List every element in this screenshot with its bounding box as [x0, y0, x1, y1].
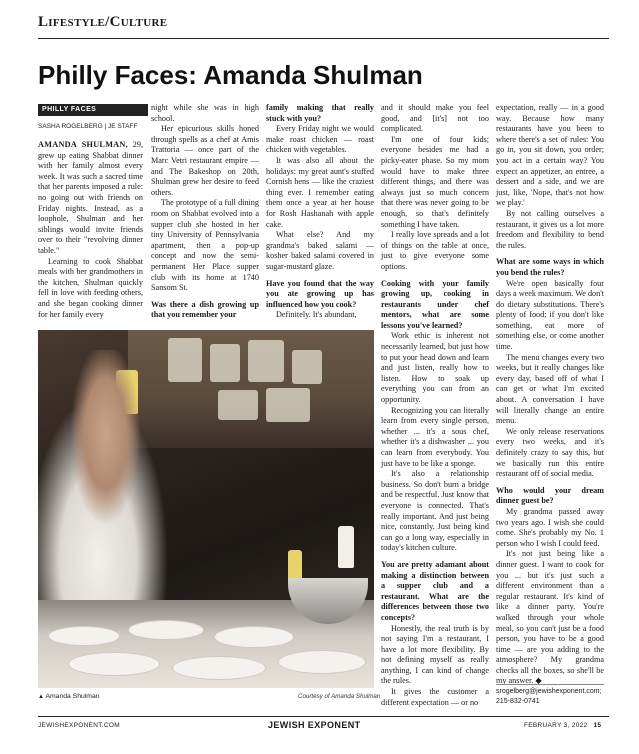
paragraph: We only release reservations every two weeks, and it's definitely crazy to say this, but we basically run this entire restaurant off of social media. — [496, 426, 604, 479]
footer-date: FEBRUARY 3, 2022 — [524, 722, 588, 729]
article-column-2 — [151, 103, 259, 325]
paragraph: Recognizing you can literally learn from every single person, whether ... it's a sous chef, whether it's a dishwasher ... you can learn from everybody. You just have to be like a sponge. — [381, 405, 489, 468]
plate — [172, 656, 266, 680]
interview-question: Cooking with your family growing up, cooking in restaurants under chef mentors, what are some lessons you've learned? — [381, 278, 489, 330]
jar — [266, 388, 310, 422]
interview-question: Have you found that the way you ate growing up has influenced how you cook? — [266, 278, 374, 309]
paragraph: The menu changes every two weeks, but it really changes like every day, based off of what I can get or what I'm excited about. A conversation I have will literally change an entire menu. — [496, 352, 604, 426]
kicker-label: PHILLY FACES — [38, 104, 148, 116]
paragraph: It's not just being like a dinner guest. I want to cook for you ... but it's just such a different environment than a regular restaurant. It's kind of like a dinner party. You're walked through your whole meal, so you can't just be a food person, you have to be a good time — are you adding to the atmosphere? My grandma checks all the boxes, so she'll be my answer. ◆ — [496, 549, 604, 686]
article-column-3 — [266, 103, 374, 325]
plate — [128, 620, 204, 640]
jar — [218, 390, 258, 420]
footer-paper-name: JEWISH EXPONENT — [268, 720, 361, 730]
paragraph: night while she was in high school. — [151, 103, 259, 123]
paragraph: It gives the customer a different expectation — or no — [381, 687, 489, 707]
contact-info — [496, 684, 604, 707]
caption-marker-icon: ▲ — [38, 694, 44, 700]
footer-site[interactable]: JEWISHEXPONENT.COM — [38, 722, 120, 729]
paragraph: By not calling ourselves a restaurant, it gives us a lot more freedom and flexibility to bend the rules. — [496, 208, 604, 250]
caption-name: Amanda Shulman — [45, 693, 100, 700]
lead-text: 29, grew up eating Shabbat dinner with her family almost every week. It was such a sacred time that her parents imposed a rule: no going out with friends on Friday nights. Instead, as a loophole, Shulman and her siblings would invite friends over to their "revolving dinner table." — [38, 140, 143, 255]
footer-date-page — [524, 722, 601, 729]
paragraph: Work ethic is inherent not necessarily learned, but just how to put your head down and learn and just listen, really how to listen. How to soak up everything you can from an opportunity. — [381, 331, 489, 405]
interview-question: What are some ways in which you bend the rules? — [496, 257, 604, 277]
jar — [292, 350, 322, 384]
byline: SASHA ROGELBERG | JE STAFF — [38, 123, 138, 130]
contact-phone: 215-832-0741 — [496, 698, 540, 705]
bottle — [338, 526, 354, 568]
paragraph: Definitely. It's abundant, — [276, 310, 357, 320]
bottom-rule — [38, 716, 609, 717]
article-photo — [38, 330, 374, 688]
paragraph: We're open basically four days a week maximum. We don't do dietary substitutions. There's plenty of food; if you don't like something, eat more of something else, or come another time. — [496, 278, 604, 352]
paragraph: My grandma passed away two years ago. I wish she could come. She's probably my No. 1 person who I wish I could feed. — [496, 506, 604, 548]
paragraph: and it should make you feel good, and [it's] not too complicated. — [381, 103, 489, 134]
paragraph: I'm one of four kids; everyone besides me had a picky-eater phase. So my mom would have to make three different things, and there was always just so much concern that there was never going to be enough, so that's definitely something I have taken. — [381, 134, 489, 229]
article-column-5 — [496, 103, 604, 686]
paragraph: It's also a relationship business. So don't burn a bridge and be respectful. Just know that everyone is connected. That's really important. And just being nice, constantly. Just being kind can go a long way, especially in today's kitchen culture. — [381, 469, 489, 553]
paragraph: The prototype of a full dining room on Shabbat evolved into a supper club she hosted in her tiny University of Pennsylvania apartment, then a pop-up concept and now the semi-permanent Her Place supper club with its home at 1740 Sansom St. — [151, 198, 259, 293]
jar — [248, 340, 284, 382]
lead-name: AMANDA SHULMAN, — [38, 140, 128, 149]
paragraph: Honestly, the real truth is by not saying I'm a restaurant, I have a lot more flexibility. By not defining myself as really anything, I can kind of change the rules. — [381, 623, 489, 686]
page-number: 15 — [593, 722, 602, 729]
photo-credit: Courtesy of Amanda Shulman — [298, 693, 381, 700]
plate — [68, 652, 160, 676]
article-column-4 — [381, 103, 489, 723]
interview-question: Was there a dish growing up that you remember your — [151, 299, 259, 320]
plate — [214, 626, 294, 648]
lead-paragraph — [38, 140, 143, 257]
bottle — [288, 550, 302, 580]
interview-question: family making that really stuck with you? — [266, 103, 374, 123]
paragraph: I really love spreads and a lot of things on the table at once, just to give everyone some options. — [381, 230, 489, 271]
top-rule — [38, 38, 609, 39]
photo-caption — [38, 693, 100, 700]
paragraph: Learning to cook Shabbat meals with her grandmothers in the kitchen, Shulman quickly fell in love with feeding others, and she began cooking dinner for her family every — [38, 256, 143, 319]
contact-email[interactable]: srogelberg@jewishexponent.com; — [496, 688, 602, 695]
interview-question: Who would your dream dinner guest be? — [496, 485, 604, 506]
article-column-1 — [38, 140, 143, 319]
paragraph: What else? And my grandma's baked salami — kosher baked salami covered in sugar-mustard glaze. — [266, 230, 374, 271]
paragraph: Every Friday night we would make roast chicken — roast chicken with vegetables. — [266, 124, 374, 155]
interview-question: You are pretty adamant about making a distinction between a supper club and a restaurant. What are the differences between those two concepts? — [381, 559, 489, 622]
paragraph: Her epicurious skills honed through spells as a chef at Amis Trattoria — once part of the Marc Vetri restaurant empire — and The Bakeshop on 20th, Shulman grew her desire to feed others. — [151, 124, 259, 197]
plate — [278, 650, 366, 674]
paragraph: expectation, really — in a good way. Because how many restaurants have you been to where there's a set of rules: You go in, you sit down, you order; you act in a certain way? You expect an appetizer, an entree, a dessert and a side, and we are just, like, 'Nope, that's not how we play.' — [496, 103, 604, 208]
jar — [210, 344, 240, 382]
article-headline: Philly Faces: Amanda Shulman — [38, 60, 423, 90]
plate — [48, 626, 120, 646]
section-label: Lifestyle/Culture — [38, 14, 168, 30]
paragraph: It was also all about the holidays: my great aunt's stuffed Cornish hens — like the craziest thing ever. I remember eating them once a year at her house for Rosh Hashanah with apple cake. — [266, 155, 374, 229]
